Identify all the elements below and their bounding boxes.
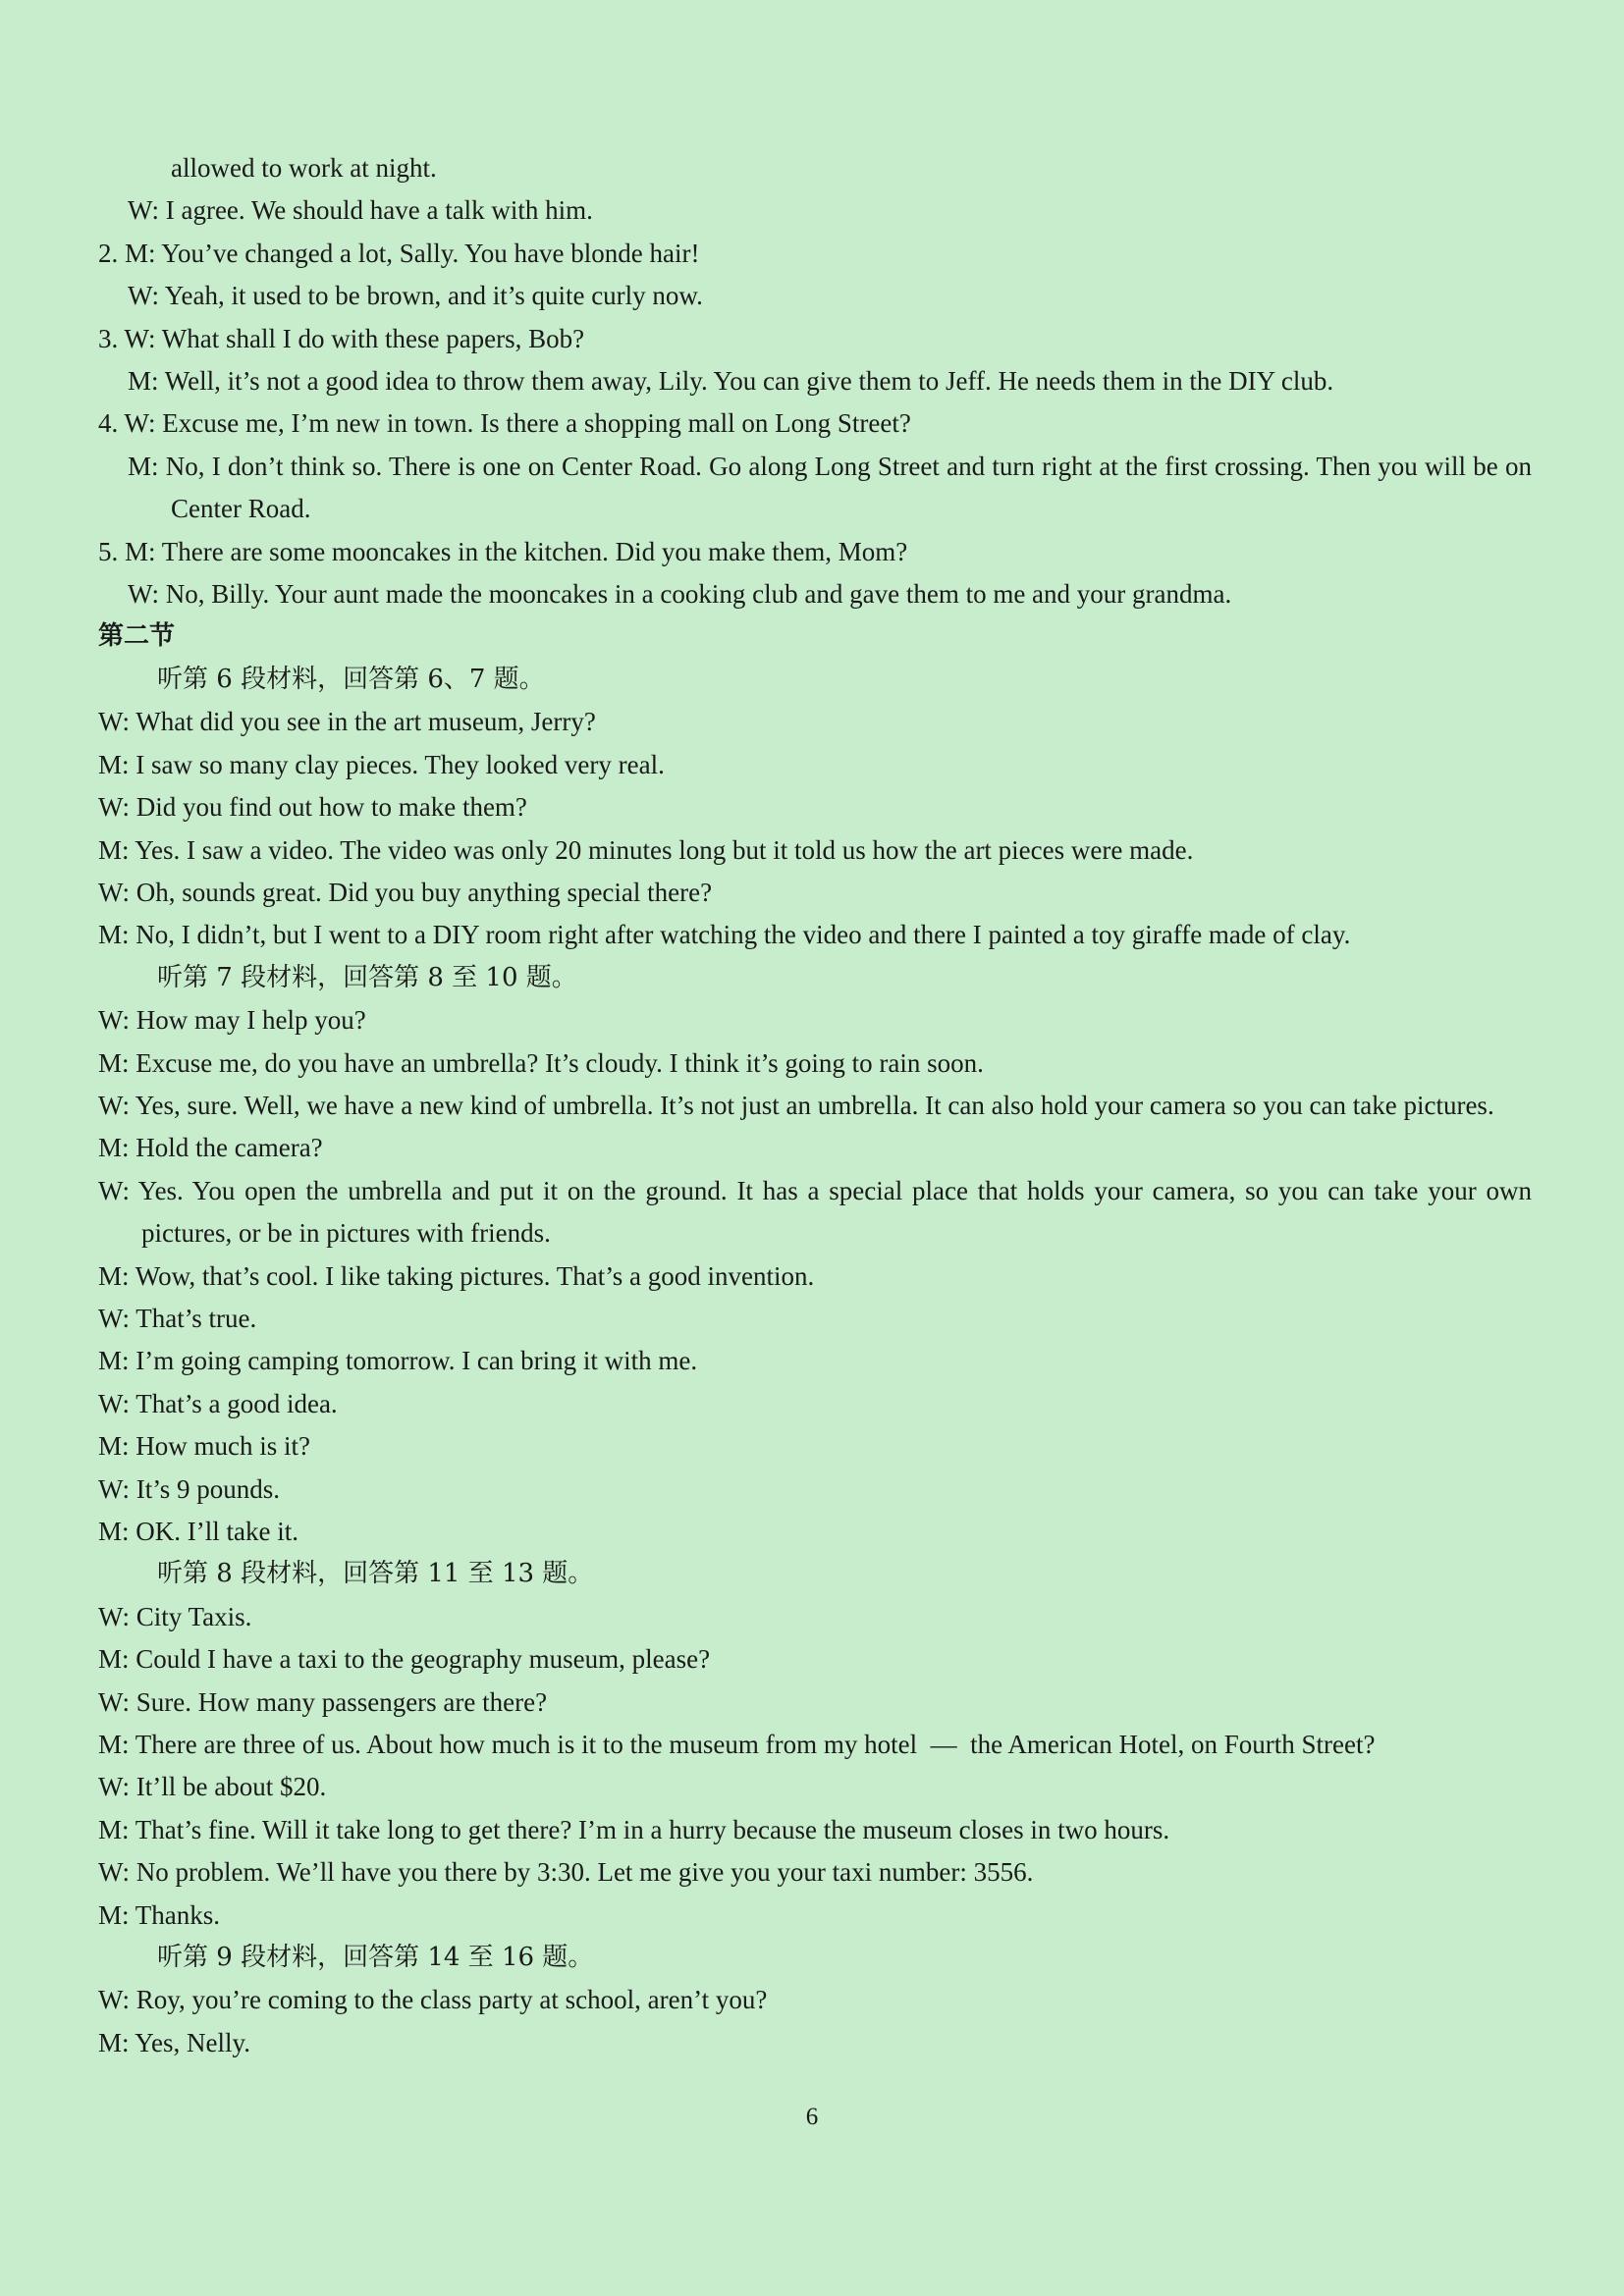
transcript-line: M: Excuse me, do you have an umbrella? It’s cloudy. I think it’s going to rain soon.	[98, 1047, 984, 1078]
transcript-line: W: That’s a good idea.	[98, 1388, 338, 1418]
transcript-line: W: Roy, you’re coming to the class party at school, aren’t you?	[98, 1985, 768, 2015]
transcript-line: M: Thanks.	[98, 1899, 221, 1930]
transcript-line: W: It’ll be about $20.	[98, 1772, 327, 1802]
transcript-line: W: No problem. We’ll have you there by 3:30. Let me give you your taxi number: 3556.	[98, 1857, 1034, 1888]
transcript-line: 5. M: There are some mooncakes in the kitchen. Did you make them, Mom?	[98, 536, 908, 566]
listening-instruction: 听第 6 段材料，回答第 6、7 题。	[157, 664, 545, 694]
transcript-line: W: That’s true.	[98, 1303, 257, 1333]
transcript-line: W: It’s 9 pounds.	[98, 1473, 280, 1504]
transcript-line: M: How much is it?	[98, 1431, 310, 1462]
transcript-line: M: Wow, that’s cool. I like taking pictures. That’s a good invention.	[98, 1260, 815, 1291]
listening-instruction: 听第 7 段材料，回答第 8 至 10 题。	[157, 962, 577, 992]
transcript-line: M: There are three of us. About how much is it to the museum from my hotel — the American Hotel, on Fourth Street?	[98, 1730, 1376, 1760]
page-number: 6	[805, 2104, 819, 2130]
transcript-line: W: Yeah, it used to be brown, and it’s quite curly now.	[128, 281, 703, 311]
transcript-line: M: Yes. I saw a video. The video was only 20 minutes long but it told us how the art pieces were made.	[98, 834, 1194, 865]
transcript-line: W: City Taxis.	[98, 1601, 252, 1631]
transcript-line: M: Well, it’s not a good idea to throw them away, Lily. You can give them to Jeff. He needs them in the DIY club.	[128, 366, 1334, 397]
transcript-line: M: Could I have a taxi to the geography museum, please?	[98, 1644, 711, 1675]
section-heading: 第二节	[98, 621, 176, 652]
transcript-line: W: Yes, sure. Well, we have a new kind of umbrella. It’s not just an umbrella. It can also hold your camera so you can take pictures.	[98, 1090, 1494, 1120]
transcript-line: M: No, I don’t think so. There is one on Center Road. Go along Long Street and turn right at the first crossing. Then you will be on Center Road.	[128, 451, 1539, 524]
transcript-line: W: Yes. You open the umbrella and put it on the ground. It has a special place that holds your camera, so you can take your own pictures, or be in pictures with friends.	[98, 1175, 1539, 1249]
transcript-line: allowed to work at night.	[171, 153, 437, 183]
transcript-line: W: I agree. We should have a talk with him.	[128, 195, 593, 226]
transcript-line: M: I’m going camping tomorrow. I can bring it with me.	[98, 1346, 698, 1376]
transcript-line: W: How may I help you?	[98, 1005, 366, 1036]
transcript-line: 4. W: Excuse me, I’m new in town. Is there a shopping mall on Long Street?	[98, 408, 911, 439]
transcript-line: M: Hold the camera?	[98, 1133, 323, 1163]
transcript-line: M: I saw so many clay pieces. They looked very real.	[98, 749, 665, 779]
transcript-line: M: OK. I’ll take it.	[98, 1517, 298, 1546]
transcript-body	[98, 147, 1539, 2064]
listening-instruction: 听第 8 段材料，回答第 11 至 13 题。	[157, 1559, 594, 1589]
transcript-line: W: No, Billy. Your aunt made the mooncakes in a cooking club and gave them to me and your grandma.	[128, 579, 1232, 610]
transcript-line: W: Sure. How many passengers are there?	[98, 1686, 548, 1717]
transcript-line: 3. W: What shall I do with these papers, Bob?	[98, 323, 585, 353]
transcript-line: M: Yes, Nelly.	[98, 2027, 251, 2057]
transcript-line: 2. M: You’ve changed a lot, Sally. You have blonde hair!	[98, 238, 700, 268]
transcript-line: M: No, I didn’t, but I went to a DIY room right after watching the video and there I painted a toy giraffe made of clay.	[98, 920, 1351, 950]
transcript-line: W: What did you see in the art museum, Jerry?	[98, 707, 596, 737]
transcript-line: W: Oh, sounds great. Did you buy anything special there?	[98, 877, 713, 907]
listening-instruction: 听第 9 段材料，回答第 14 至 16 题。	[157, 1943, 594, 1973]
transcript-line: M: That’s fine. Will it take long to get there? I’m in a hurry because the museum closes in two hours.	[98, 1814, 1170, 1844]
transcript-line: W: Did you find out how to make them?	[98, 792, 527, 823]
